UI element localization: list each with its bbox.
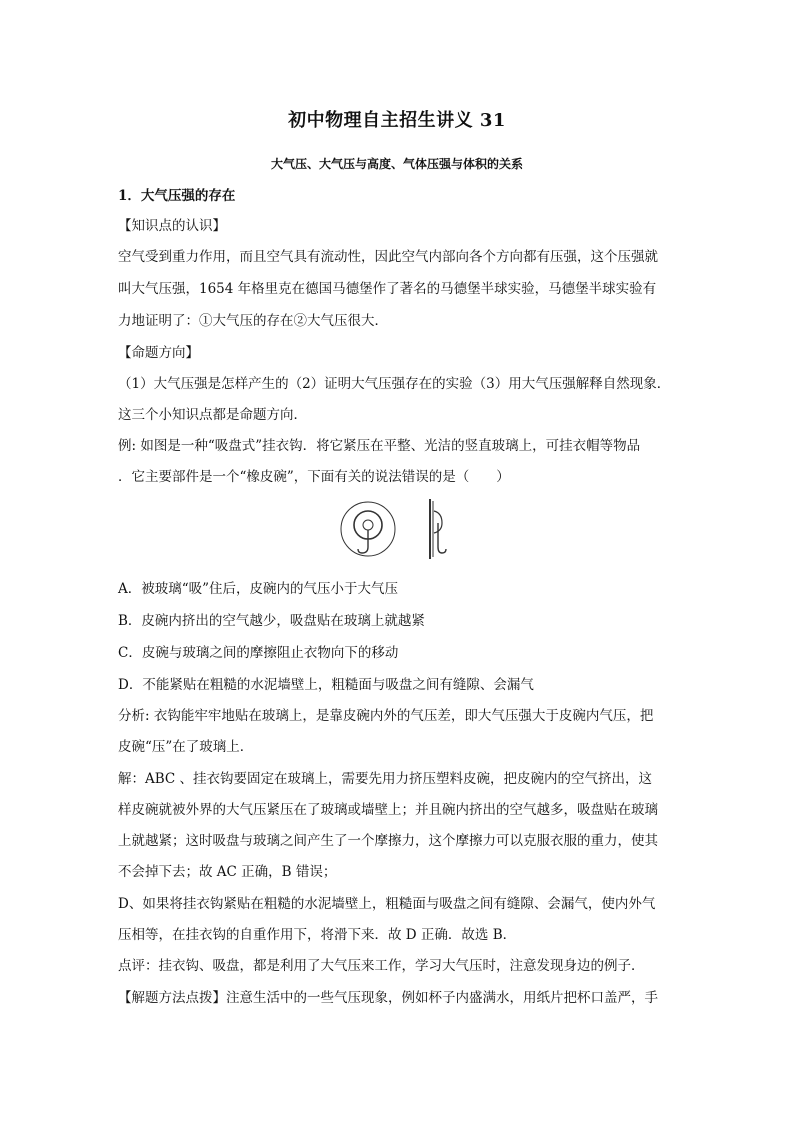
section-heading: 1．大气压强的存在 [118,188,236,204]
solution-line: 不会掉下去；故 AC 正确，B 错误； [118,864,337,880]
suction-cup-side-view [430,499,446,559]
option-b: B．皮碗内挤出的空气越少，吸盘贴在玻璃上就越紧 [118,613,425,629]
option-d: D．不能紧贴在粗糙的水泥墙壁上，粗糙面与吸盘之间有缝隙、会漏气 [118,677,534,693]
analysis-line: 分析: 衣钩能牢牢地贴在玻璃上，是靠皮碗内外的气压差，即大气压强大于皮碗内气压，把 [118,708,654,724]
direction-line: 这三个小知识点都是命题方向． [118,407,307,423]
example-line: 例: 如图是一种“吸盘式”挂衣钩．将它紧压在平整、光洁的竖直玻璃上，可挂衣帽等物品 [118,438,641,454]
example-line: ．它主要部件是一个“橡皮碗”，下面有关的说法错误的是（ ） [118,469,510,485]
suction-hook-figure [338,497,468,561]
document-subtitle: 大气压、大气压与高度、气体压强与体积的关系 [270,157,523,171]
method-line: 【解题方法点拨】注意生活中的一些气压现象，例如杯子内盛满水，用纸片把杯口盖严，手 [118,990,658,1006]
knowledge-line: 空气受到重力作用，而且空气具有流动性，因此空气内部向各个方向都有压强，这个压强就 [118,249,658,265]
document-title: 初中物理自主招生讲义 31 [288,110,506,131]
solution-line: 解：ABC 、挂衣钩要固定在玻璃上，需要先用力挤压塑料皮碗，把皮碗内的空气挤出，这 [118,771,653,787]
option-a: A．被玻璃“吸”住后，皮碗内的气压小于大气压 [118,581,399,597]
solution-line: 压相等，在挂衣钩的自重作用下，将滑下来．故 D 正确．故选 B． [118,927,517,943]
option-c: C．皮碗与玻璃之间的摩擦阻止衣物向下的移动 [118,645,399,661]
suction-cup-front-view [341,502,395,556]
knowledge-label: 【知识点的认识】 [118,218,226,234]
solution-line: 上就越紧；这时吸盘与玻璃之间产生了一个摩擦力，这个摩擦力可以克服衣服的重力，使其 [118,833,658,849]
knowledge-line: 叫大气压强，1654 年格里克在德国马德堡作了著名的马德堡半球实验，马德堡半球实验有 [118,281,657,297]
knowledge-line: 力地证明了：①大气压的存在②大气压很大． [118,313,388,329]
comment-line: 点评：挂衣钩、吸盘，都是利用了大气压来工作，学习大气压时，注意发现身边的例子． [118,958,645,974]
analysis-line: 皮碗“压”在了玻璃上． [118,739,254,755]
solution-line: 样皮碗就被外界的大气压紧压在了玻璃或墙壁上；并且碗内挤出的空气越多，吸盘贴在玻璃 [118,802,658,818]
direction-line: （1）大气压强是怎样产生的（2）证明大气压强存在的实验（3）用大气压强解释自然现象． [118,376,671,392]
direction-label: 【命题方向】 [118,345,199,361]
solution-line: D、如果将挂衣钩紧贴在粗糙的水泥墙壁上，粗糙面与吸盘之间有缝隙、会漏气，使内外气 [118,896,656,912]
